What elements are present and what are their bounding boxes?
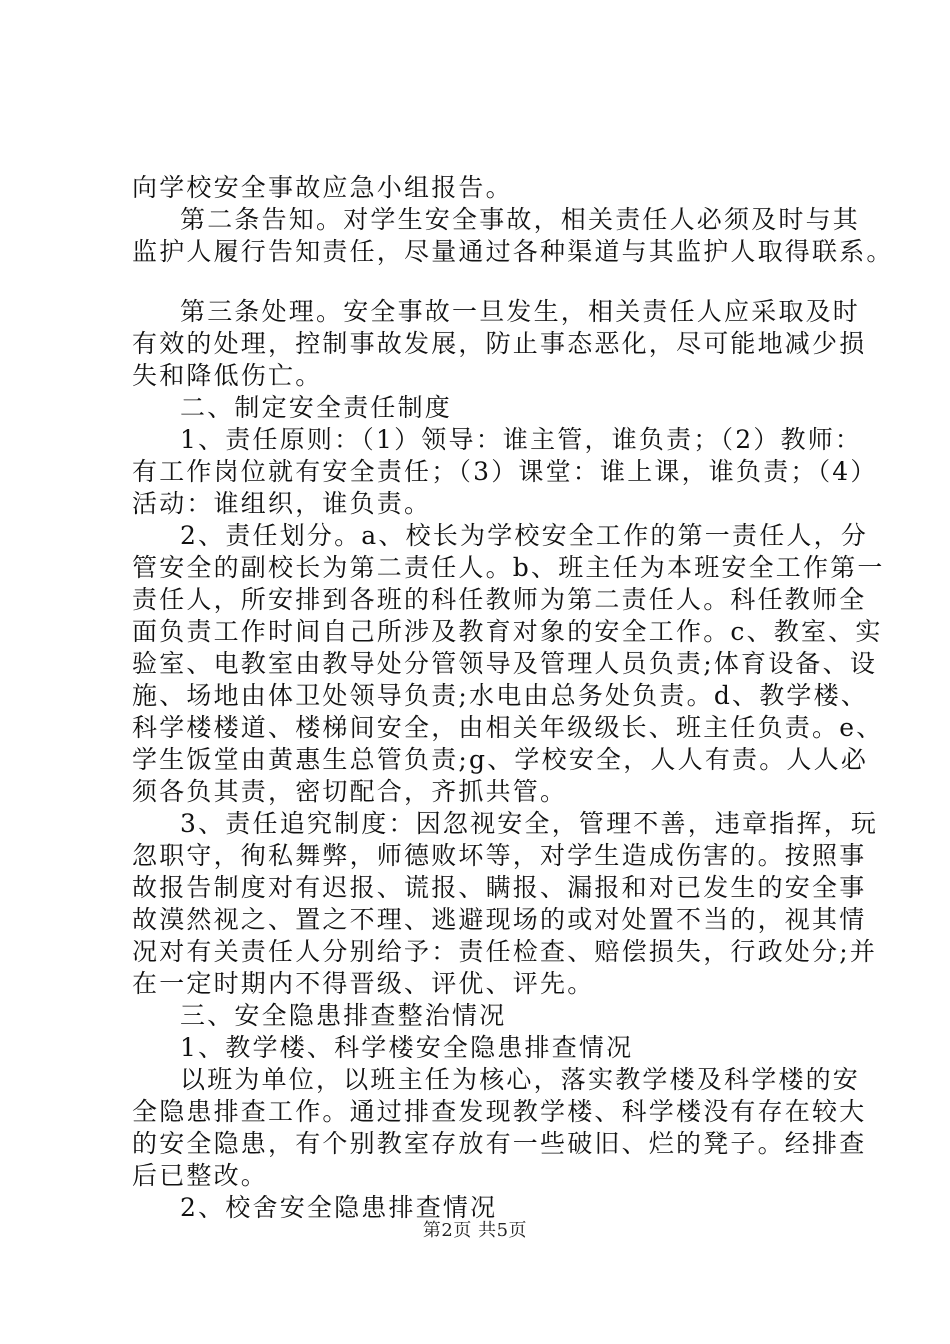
text-line: 活动：谁组织，谁负责。 — [132, 489, 432, 518]
section-heading: 三、安全隐患排查整治情况 — [180, 1001, 507, 1030]
text-line: 在一定时期内不得晋级、评优、评先。 — [132, 969, 595, 998]
section-heading: 二、制定安全责任制度 — [180, 393, 453, 422]
text-line: 后已整改。 — [132, 1161, 269, 1190]
text-line: 面负责工作时间自己所涉及教育对象的安全工作。c、教室、实 — [132, 617, 883, 646]
text-line: 学生饭堂由黄惠生总管负责;g、学校安全，人人有责。人人必 — [132, 745, 869, 774]
text-line: 全隐患排查工作。通过排查发现教学楼、科学楼没有存在较大 — [132, 1097, 867, 1126]
text-line: 忽职守，徇私舞弊，师德败坏等，对学生造成伤害的。按照事 — [132, 841, 867, 870]
text-line: 管安全的副校长为第二责任人。b、班主任为本班安全工作第一 — [132, 553, 885, 582]
text-line: 科学楼楼道、楼梯间安全，由相关年级级长、班主任负责。e、 — [132, 713, 884, 742]
text-line: 有工作岗位就有安全责任；（3）课堂：谁上课，谁负责；（4） — [132, 457, 878, 486]
text-line: 2、责任划分。a、校长为学校安全工作的第一责任人，分 — [180, 521, 869, 550]
text-line: 的安全隐患，有个别教室存放有一些破旧、烂的凳子。经排查 — [132, 1129, 867, 1158]
text-line: 故报告制度对有迟报、谎报、瞒报、漏报和对已发生的安全事 — [132, 873, 867, 902]
text-line: 验室、电教室由教导处分管领导及管理人员负责;体育设备、设 — [132, 649, 878, 678]
text-line: 第二条告知。对学生安全事故，相关责任人必须及时与其 — [180, 205, 861, 234]
text-line: 况对有关责任人分别给予：责任检查、赔偿损失，行政处分;并 — [132, 937, 878, 966]
text-line: 须各负其责，密切配合，齐抓共管。 — [132, 777, 568, 806]
text-line: 3、责任追究制度：因忽视安全，管理不善，违章指挥，玩 — [180, 809, 879, 838]
text-line: 监护人履行告知责任，尽量通过各种渠道与其监护人取得联系。 — [132, 237, 894, 266]
text-line: 向学校安全事故应急小组报告。 — [132, 173, 513, 202]
subsection-heading: 2、校舍安全隐患排查情况 — [180, 1193, 498, 1222]
text-line: 施、场地由体卫处领导负责;水电由总务处负责。d、教学楼、 — [132, 681, 869, 710]
text-line: 1、责任原则：（1）领导：谁主管，谁负责；（2）教师： — [180, 425, 863, 454]
text-line: 责任人，所安排到各班的科任教师为第二责任人。科任教师全 — [132, 585, 867, 614]
text-line: 故漠然视之、置之不理、逃避现场的或对处置不当的，视其情 — [132, 905, 867, 934]
text-line: 以班为单位，以班主任为核心，落实教学楼及科学楼的安 — [180, 1065, 861, 1094]
text-line: 有效的处理，控制事故发展，防止事态恶化，尽可能地减少损 — [132, 329, 867, 358]
page-footer: 第2页 共5页 — [422, 1220, 528, 1241]
subsection-heading: 1、教学楼、科学楼安全隐患排查情况 — [180, 1033, 634, 1062]
text-line: 第三条处理。安全事故一旦发生，相关责任人应采取及时 — [180, 297, 861, 326]
text-line: 失和降低伤亡。 — [132, 361, 323, 390]
